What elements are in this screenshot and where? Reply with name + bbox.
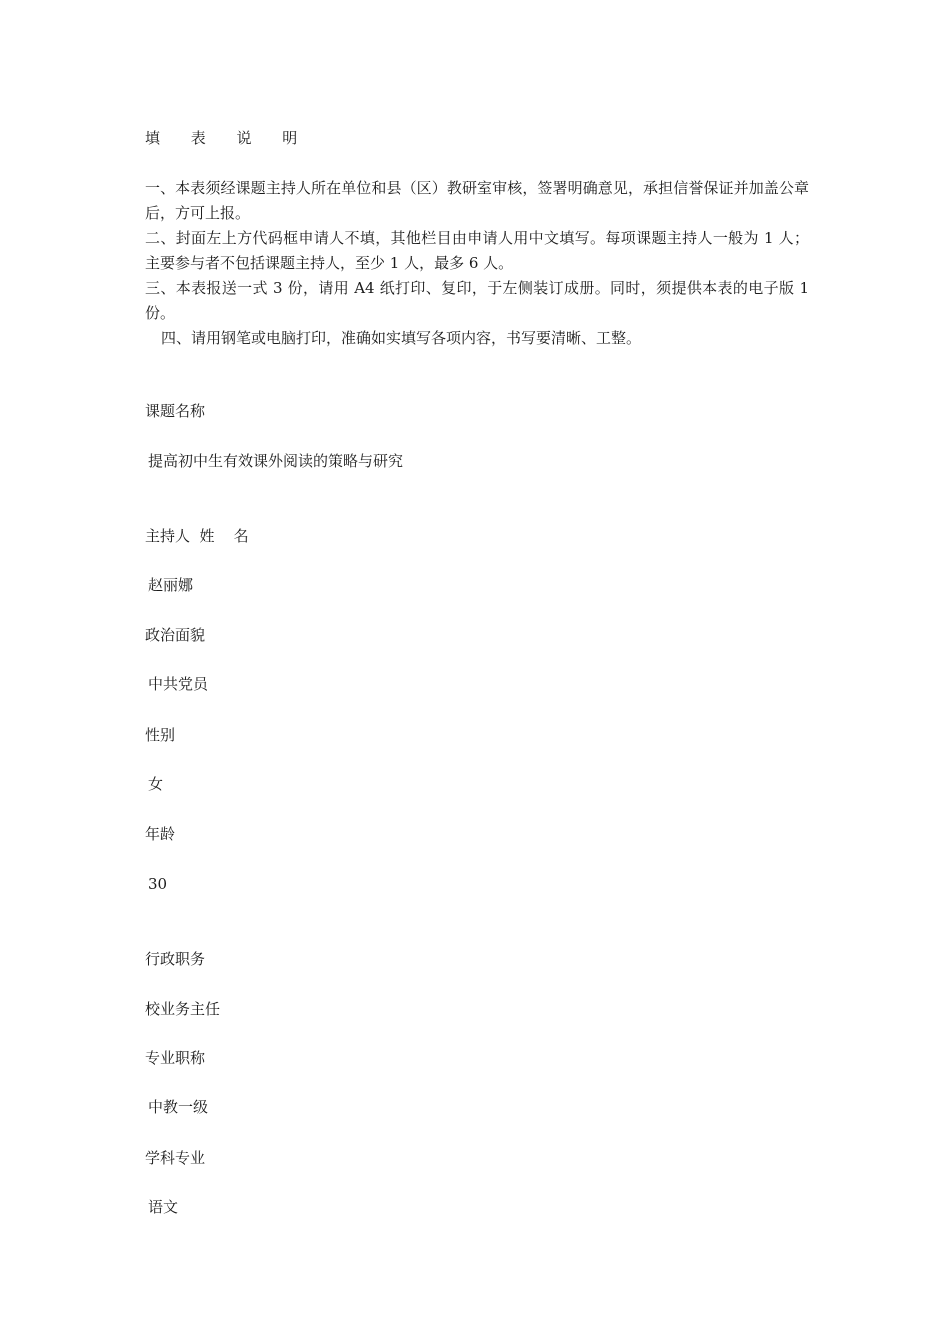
host-name-value: 赵丽娜 [148, 576, 194, 594]
admin-position-label: 行政职务 [145, 950, 206, 968]
subject-label: 学科专业 [145, 1149, 206, 1167]
project-title-value: 提高初中生有效课外阅读的策略与研究 [148, 452, 404, 470]
instruction-item-1: 一、本表须经课题主持人所在单位和县（区）教研室审核，签署明确意见，承担信誉保证并加盖公章后，方可上报。 [145, 179, 809, 222]
professional-title-label: 专业职称 [145, 1049, 206, 1067]
gender-value: 女 [148, 775, 164, 793]
instruction-item-4: 四、请用钢笔或电脑打印，准确如实填写各项内容，书写要清晰、工整。 [161, 329, 642, 347]
admin-position-value: 校业务主任 [145, 1000, 221, 1018]
instructions-heading: 填 表 说 明 [145, 129, 311, 147]
political-status-label: 政治面貌 [145, 626, 206, 644]
age-value: 30 [148, 875, 168, 893]
political-status-value: 中共党员 [148, 675, 209, 693]
professional-title-value: 中教一级 [148, 1098, 209, 1116]
subject-value: 语文 [148, 1198, 179, 1216]
host-name-label: 主持人 姓 名 [145, 527, 249, 545]
instruction-item-2: 二、封面左上方代码框申请人不填，其他栏目由申请人用中文填写。每项课题主持人一般为 1 人；主要参与者不包括课题主持人，至少 1 人，最多 6 人。 [145, 229, 809, 272]
instruction-item-3: 三、本表报送一式 3 份，请用 A4 纸打印、复印，于左侧装订成册。同时，须提供本表的电子版 1 份。 [145, 279, 809, 322]
project-title-label: 课题名称 [145, 402, 206, 420]
gender-label: 性别 [145, 726, 176, 744]
age-label: 年龄 [145, 825, 176, 843]
